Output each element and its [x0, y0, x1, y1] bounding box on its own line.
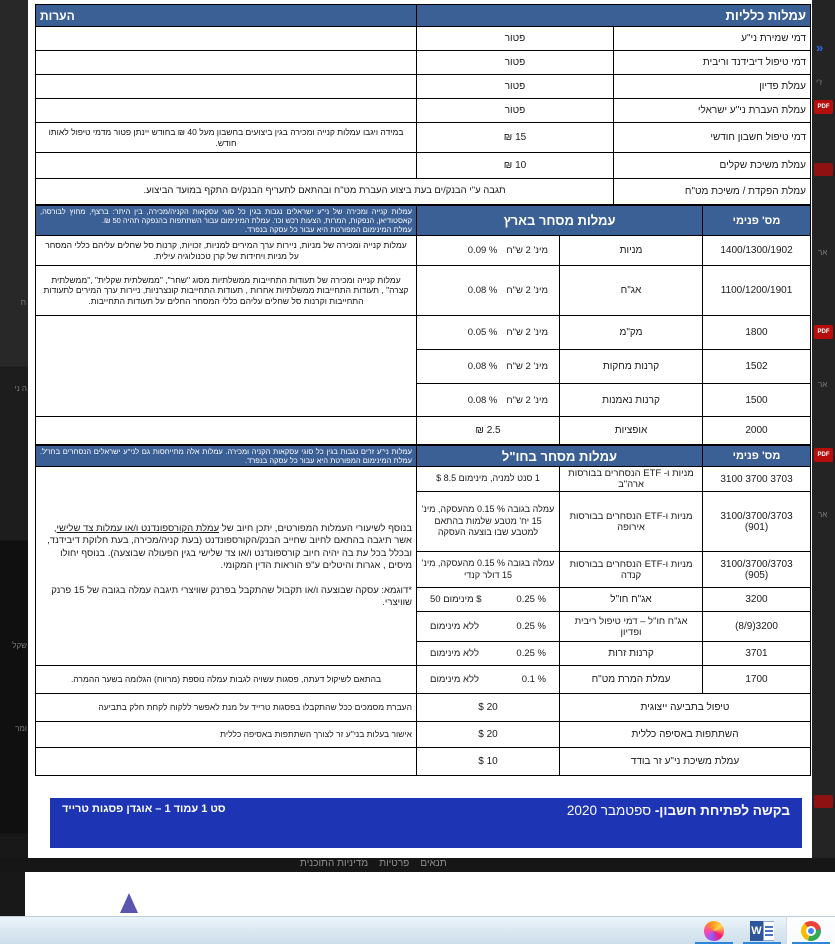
taskbar-chrome-button[interactable]: [786, 917, 835, 944]
fee-text-part: 1 סנט למניה, מינימום: [458, 473, 540, 484]
table-row: [36, 722, 811, 748]
fee-note: העברת מסמכים ככל שהתקבלו בפסגות טרייד על מנת לאפשר ללקוח לקחת חלק בתביעה: [36, 694, 417, 722]
chevron-right-icon[interactable]: »: [816, 40, 824, 55]
table-header-row: [36, 446, 811, 467]
fee-label: אג"ח: [560, 266, 703, 316]
firefox-icon: [704, 921, 724, 941]
table-row: [36, 236, 811, 266]
document-title: [567, 803, 790, 818]
table-row: [36, 153, 811, 179]
fee-amount: $ 8.5: [436, 473, 457, 484]
fee-percent: 0.05 %: [467, 327, 498, 338]
internal-number: (8/9)3200: [735, 621, 778, 632]
fee-description: [417, 492, 560, 552]
fee-minimum: מינימום 50 $: [430, 594, 482, 605]
fee-label: עמלת העברת ני"ע ישראלי: [614, 99, 811, 123]
background-text-fragment: ה ני: [14, 384, 27, 393]
foreign-fees-note: [36, 467, 417, 666]
document-title-bold: בקשה לפתיחת חשבון-: [654, 803, 790, 818]
fee-percent: 0.09 %: [467, 245, 498, 256]
fee-note: בהתאם לשיקול דעתה, פסגות עשויה לגבות עמלה נוספת (מרווח) הגלומה בשער ההמרה.: [36, 666, 417, 694]
background-white-band: [25, 872, 835, 916]
background-text-fragment: ז'י: [816, 78, 823, 87]
fee-value: 2.5 ₪: [417, 417, 560, 445]
background-window-right-edge: [812, 0, 835, 916]
background-text-fragment: ח: [20, 298, 26, 307]
fee-note: [36, 75, 417, 99]
taskbar: [0, 916, 835, 944]
fee-label: דמי טיפול חשבון חודשי: [614, 123, 811, 153]
fee-label: אג"ח חו"ל – דמי טיפול ריבית ופדיון: [560, 612, 703, 642]
fee-percent: 0.25 %: [516, 594, 546, 605]
fee-minimum: ללא מינימום: [430, 621, 479, 632]
internal-number: 3200: [745, 594, 768, 605]
note-text-part: , אשר תיגבה בהתאם לחיוב שחייב הבנק/הקורספונדנט (בעת קניה/מכירה, בעת חלוקת דיבידנד, ובכלל בכל עת בה יהיה חיוב קורספונדנט ו/או צד שלישי בגין הפעולה שבוצעה). בנוסף יחולו מיסים , אגרות והיטלים ע"פ הוראות הדין המקומי.: [47, 522, 412, 571]
fee-percent: 0.08 %: [467, 394, 498, 406]
background-text-fragment: שקל: [12, 641, 27, 650]
internal-number: 1500: [745, 394, 768, 406]
fee-label: מניות: [560, 236, 703, 266]
fee-rate: [421, 674, 555, 685]
fee-percent: 0.08 %: [467, 361, 498, 372]
table-row: [36, 666, 811, 694]
document-title-date: ספטמבר 2020: [566, 803, 655, 818]
note-text-part: בנוסף לשיעורי העמלות המפורטים, יתכן חיוב של: [219, 522, 412, 534]
table-row: [36, 748, 811, 776]
fee-note: [36, 27, 417, 51]
fee-minimum: מינ' 2 ש"ח: [506, 245, 548, 256]
internal-number-suffix: (905): [744, 569, 769, 581]
internal-number-header: מס' פנימי: [703, 206, 811, 236]
table-row: [36, 75, 811, 99]
fee-rate: [421, 621, 555, 632]
fee-value: פטור: [417, 99, 614, 123]
note-example: *דוגמא: עסקה שבוצעה ו/או תקבול שהתקבל בפרנק שוויצרי תיגבה עמלה בגובה של 15 פרנק שוויצרי.: [51, 584, 412, 608]
internal-number: 2000: [745, 425, 768, 436]
internal-number: 3701: [745, 648, 768, 659]
fee-label: מניות ו- ETF הנסחרים בבורסות ארה"ב: [560, 467, 703, 492]
table-header-row: [36, 206, 811, 236]
fee-rate: [421, 327, 555, 338]
fee-minimum: ללא מינימום: [430, 648, 479, 659]
table-header-row: [36, 5, 811, 27]
fee-minimum: מינ' 2 ש"ח: [506, 361, 548, 372]
notes-column-header: הערות: [36, 5, 417, 27]
fee-value: פטור: [417, 27, 614, 51]
fee-label: מניות ו-ETF הנסחרים בבורסות קנדה: [560, 552, 703, 588]
fee-label: אג"ח חו"ל: [560, 588, 703, 612]
domestic-fees-table: [35, 205, 811, 445]
fee-percent: 0.1 %: [521, 674, 546, 685]
word-icon: [750, 921, 774, 941]
table-row: [36, 316, 811, 350]
fees-document: [28, 0, 812, 848]
fee-label: מניות ו-ETF הנסחרים בבורסות אירופה: [560, 492, 703, 552]
section-header-note: עמלות ני"ע זרים נגבות בגין כל סוגי עסקאות הקניה ומכירה. עמלות אלה מתייחסות גם לני"ע ישראלים הנסחרים בחו"ל. עמלת המינימום המפורטת היא עבור כל עסקה בנפרד.: [36, 446, 417, 467]
fee-label: מק"מ: [560, 316, 703, 350]
header-note-paragraph: עמלת המינימום המפורטת היא עבור כל עסקה בנפרד.: [245, 225, 412, 234]
pdf-file-icon[interactable]: PDF: [814, 448, 833, 462]
background-text-fragment: ומר: [15, 724, 27, 733]
fee-text-part: עמלה בגובה: [507, 558, 555, 568]
fee-label: טיפול בתביעה ייצוגית: [560, 694, 811, 722]
fee-value: 15 ₪: [417, 123, 614, 153]
internal-number: 3100/3700/3703: [720, 510, 793, 522]
fee-amount: 0.15 %: [477, 558, 506, 568]
section-title: עמלות מסחר בחו"ל: [417, 446, 703, 467]
fee-note: [36, 316, 417, 417]
internal-number-header: מס' פנימי: [703, 446, 811, 467]
document-footer-banner: [50, 798, 802, 848]
section-title: עמלות כלליות: [417, 5, 811, 27]
fee-value: פטור: [417, 75, 614, 99]
logo-triangle-icon: [120, 893, 138, 913]
fee-value: 10 ₪: [417, 153, 614, 179]
fee-note: [36, 417, 417, 445]
fee-label: עמלת משיכת שקלים: [614, 153, 811, 179]
internal-number: 1502: [745, 361, 768, 372]
note-underlined-part: עמלת הקורספונדנט ו/או עמלות צד שלישי: [56, 522, 220, 534]
fee-description: [417, 467, 560, 492]
internal-number: 3100/3700/3703: [720, 558, 793, 570]
fee-note: [36, 51, 417, 75]
fee-note: [36, 748, 417, 776]
section-header-note: [36, 206, 417, 236]
fee-text-part: מהעסקה, מינ' 15 דולר קנדי: [421, 558, 513, 580]
document-set-label: סט 1 עמוד 1 – אוגדן פסגות טרייד: [62, 803, 226, 815]
taskbar-firefox-button[interactable]: [690, 917, 738, 944]
internal-number: 1400/1300/1902: [720, 245, 793, 256]
background-text-fragment: אר: [818, 380, 828, 389]
fee-minimum: ללא מינימום: [430, 674, 479, 685]
fee-rate: [421, 648, 555, 659]
fee-note: [36, 153, 417, 179]
fee-label: אופציות: [560, 417, 703, 445]
general-fees-table: [35, 4, 811, 205]
background-window-left-edge: [0, 0, 28, 916]
fee-amount: 0.15 %: [477, 504, 506, 515]
table-row: [36, 266, 811, 316]
table-row: [36, 27, 811, 51]
fee-value: 10 $: [417, 748, 560, 776]
fee-note: במידה ויגבו עמלות קנייה ומכירה בגין ביצועים בחשבון מעל 40 ₪ בחודש יינתן פטור מדמי טיפול לאותו חודש.: [36, 123, 417, 153]
table-row: [36, 99, 811, 123]
fee-note: עמלות קנייה ומכירה של מניות, ניירות ערך המירים למניות, זכויות, קרנות סל שחלים עליהם כללי המסחר על מניות ויחידות של קרן טכנולוגיה עילית.: [36, 236, 417, 266]
fee-value: 20 $: [417, 722, 560, 748]
fee-minimum: מינ' 2 ש"ח: [506, 394, 548, 406]
fee-rate: [421, 285, 555, 296]
background-text-fragment: אר: [818, 510, 828, 519]
fee-percent: 0.25 %: [516, 621, 546, 632]
chrome-icon-ring: [806, 926, 816, 936]
fee-label: קרנות מחקות: [560, 350, 703, 384]
fee-value: 20 $: [417, 694, 560, 722]
fee-note: [36, 99, 417, 123]
fee-percent: 0.25 %: [516, 648, 546, 659]
fee-label: דמי שמירת ני"ע: [614, 27, 811, 51]
fee-value: פטור: [417, 51, 614, 75]
fee-label: עמלת הפקדת / משיכת מט"ח: [614, 179, 811, 205]
fee-rate: [421, 245, 555, 256]
fee-rate: [421, 361, 555, 372]
fee-label: השתתפות באסיפה כללית: [560, 722, 811, 748]
taskbar-word-button[interactable]: [738, 917, 786, 944]
background-footer-links-band: [0, 858, 835, 872]
pdf-file-icon[interactable]: PDF: [814, 100, 833, 114]
table-row: [36, 417, 811, 445]
header-note-paragraph: עמלות קנייה ומכירה של ני"ע ישראלים נגבות בגין כל סוגי עסקאות הקניה/מכירה, בין היתר: ברצף, מחוץ לבורסה, קאסטודיאן, הנפקות, המרות, הצעות רכש וכו'. עמלת המינימום עבור השתתפות בהנפקה תהיה 50 ₪.: [40, 207, 412, 225]
fee-minimum: מינ' 2 ש"ח: [506, 327, 548, 338]
fee-label: עמלת המרת מט"ח: [560, 666, 703, 694]
fee-minimum: מינ' 2 ש"ח: [506, 285, 548, 296]
internal-number: 1700: [745, 674, 768, 685]
pdf-file-icon[interactable]: [814, 163, 833, 176]
word-page: [763, 921, 774, 941]
table-row: [36, 123, 811, 153]
document-page: [28, 0, 812, 858]
fee-rate: [421, 395, 555, 406]
table-row: [36, 179, 811, 205]
table-row: [36, 694, 811, 722]
background-text-fragment: אר: [818, 248, 828, 257]
internal-number-suffix: (901): [744, 521, 769, 533]
fee-text-part: עמלה בגובה: [507, 504, 555, 515]
table-row: [36, 51, 811, 75]
word-letter: W: [750, 921, 763, 941]
fee-note: עמלות קנייה ומכירה של תעודות התחייבות ממשלתיות מסוג "שחר", "ממשלתית שקלית" ,"ממשלתית קצרה" , תעודות התחייבות ממשלתיות אחרות , תעודות התחייבות קונצרניות, ניירות ערך המירים לתעודות התחייבות וקרנות סל שחלים עליהם כללי המסחר החלים על תעודות התחייבות.: [36, 266, 417, 316]
chrome-icon-core: [808, 928, 814, 934]
fee-text-part: מהעסקה, מינ' 15 יח' מטבע שלמות בהתאם למטבע שבו בוצעה העסקה: [421, 504, 542, 538]
section-title: עמלות מסחר בארץ: [417, 206, 703, 236]
fee-label: קרנות זרות: [560, 642, 703, 666]
fee-label: עמלת פדיון: [614, 75, 811, 99]
internal-number: 3100 3700 3703: [720, 473, 793, 485]
footer-links-text[interactable]: תנאים פרטיות מדיניות התוכנית: [300, 858, 447, 869]
pdf-file-icon[interactable]: PDF: [814, 325, 833, 339]
fee-percent: 0.08 %: [467, 285, 498, 296]
fee-note: תגבה ע"י הבנק/ים בעת ביצוע העברת מט"ח ובהתאם לתעריף הבנק/ים התקף במועד הביצוע.: [36, 179, 614, 205]
fee-description: [417, 552, 560, 588]
fee-label: עמלת משיכת ני"ע זר בודד: [560, 748, 811, 776]
fee-label: קרנות נאמנות: [560, 384, 703, 417]
pdf-file-icon[interactable]: [814, 795, 833, 808]
internal-number: 1800: [745, 327, 768, 338]
fee-rate: [421, 594, 555, 605]
fee-label: דמי טיפול דיבידנד וריבית: [614, 51, 811, 75]
fee-note: אישור בעלות בני"ע זר לצורך השתתפות באסיפה כללית: [36, 722, 417, 748]
table-row: [36, 467, 811, 492]
internal-number: 1100/1200/1901: [720, 285, 793, 296]
chrome-icon: [801, 921, 821, 941]
foreign-fees-table: [35, 445, 811, 776]
